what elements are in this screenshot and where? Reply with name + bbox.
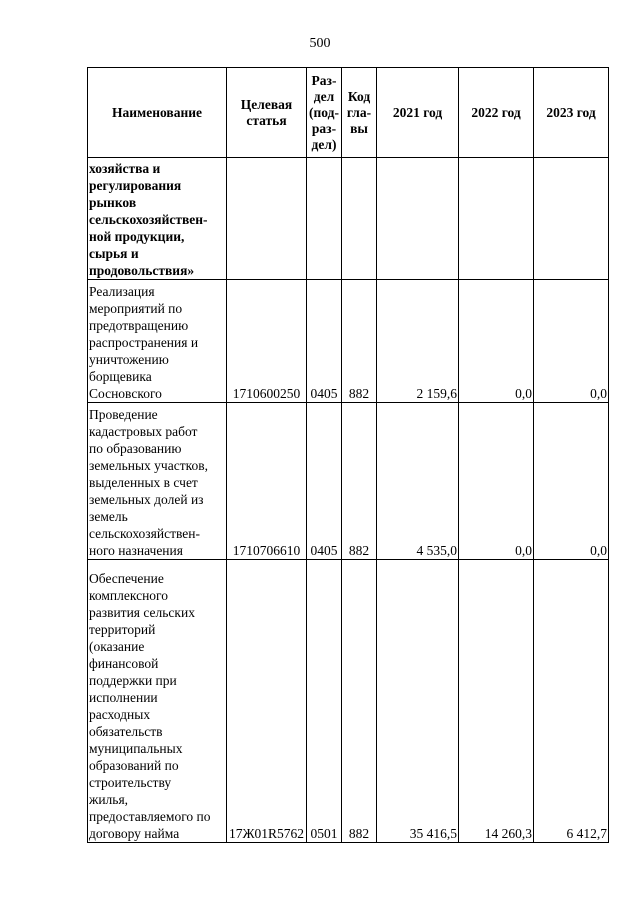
row-year-2022 — [459, 158, 534, 280]
row-chapter-code: 882 — [342, 280, 377, 403]
header-year-2022: 2022 год — [459, 68, 534, 158]
table-row — [88, 560, 609, 843]
row-name: Обеспечение комплексного развития сельских территорий (оказание финансовой поддержки при исполнении расходных обязательств муниципальных образований по строительству жилья, предоставляемого по договору найма — [88, 560, 227, 843]
row-section: 0405 — [307, 280, 342, 403]
row-section: 0501 — [307, 560, 342, 843]
row-target-article: 1710706610 — [227, 403, 307, 560]
row-year-2021: 35 416,5 — [377, 560, 459, 843]
row-name: Реализация мероприятий по предотвращению распространения и уничтожению борщевика Сосновского — [88, 280, 227, 403]
page-number: 500 — [309, 36, 331, 51]
table-header — [88, 68, 609, 158]
row-year-2022: 14 260,3 — [459, 560, 534, 843]
table-row — [88, 280, 609, 403]
row-year-2021: 2 159,6 — [377, 280, 459, 403]
budget-table — [87, 67, 609, 843]
row-year-2023 — [534, 158, 609, 280]
row-year-2021 — [377, 158, 459, 280]
table-row — [88, 158, 609, 280]
row-section — [307, 158, 342, 280]
header-year-2023: 2023 год — [534, 68, 609, 158]
row-target-article — [227, 158, 307, 280]
header-name: Наименование — [88, 68, 227, 158]
row-chapter-code: 882 — [342, 560, 377, 843]
row-year-2022: 0,0 — [459, 403, 534, 560]
table-row — [88, 403, 609, 560]
table-body — [88, 158, 609, 843]
row-year-2023: 0,0 — [534, 403, 609, 560]
row-name: Проведение кадастровых работ по образованию земельных участков, выделенных в счет земельных долей из земель сельскохозяйствен- ного назначения — [88, 403, 227, 560]
row-chapter-code: 882 — [342, 403, 377, 560]
row-year-2021: 4 535,0 — [377, 403, 459, 560]
row-name: хозяйства и регулирования рынков сельскохозяйствен- ной продукции, сырья и продовольствия» — [88, 158, 227, 280]
header-year-2021: 2021 год — [377, 68, 459, 158]
header-row — [88, 68, 609, 158]
row-target-article: 17Ж01R5762 — [227, 560, 307, 843]
header-chapter-code: Код гла- вы — [342, 68, 377, 158]
header-section: Раз- дел (под- раз- дел) — [307, 68, 342, 158]
row-chapter-code — [342, 158, 377, 280]
row-target-article: 1710600250 — [227, 280, 307, 403]
header-target-article: Целевая статья — [227, 68, 307, 158]
row-section: 0405 — [307, 403, 342, 560]
row-year-2023: 6 412,7 — [534, 560, 609, 843]
row-year-2022: 0,0 — [459, 280, 534, 403]
row-year-2023: 0,0 — [534, 280, 609, 403]
